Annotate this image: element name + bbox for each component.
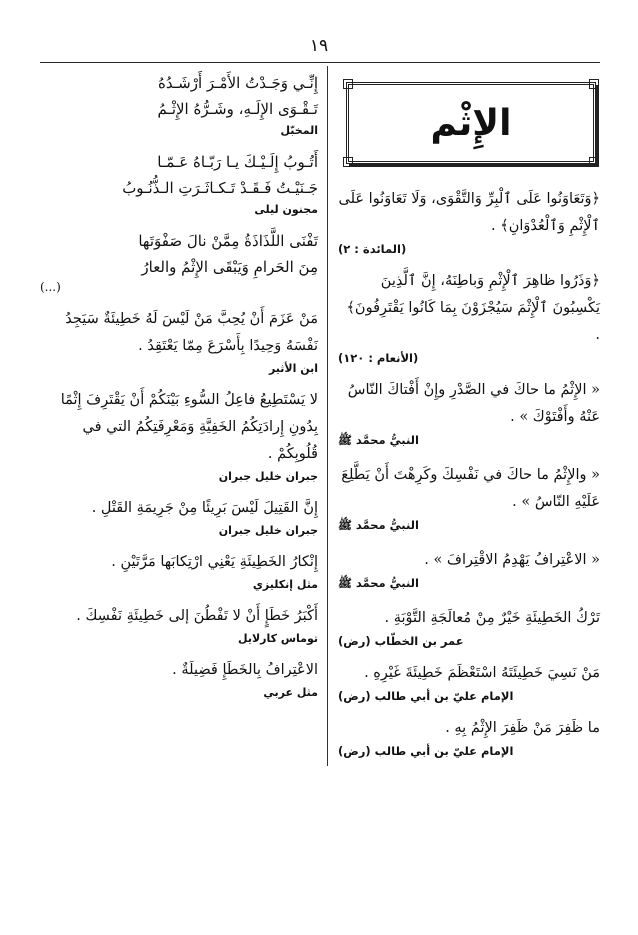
quote-source: ابن الأثير [268,362,318,375]
quote-text: إِنَّ القَتِيلَ لَيْسَ بَرِيئًا مِنْ جَرِيمَةِ القَتْلِ . [91,500,318,516]
poem-entry [40,149,318,216]
poem-verse: مِنَ الحَرامِ وَيَبْقَى الإِثْمُ والعارُ [141,258,318,276]
frame-corner [343,157,353,167]
quote-entry [40,495,318,537]
quote-source: عمر بن الخطّاب (رض) [338,634,464,648]
quote-text: « والإِثْمُ ما حاكَ في نَفْسِكَ وكَرِهْتَ أَنْ يَطَّلِعَ عَلَيْهِ النّاسُ » . [341,467,600,510]
frame-corner [343,79,353,89]
quote-source: الإمام عليّ بن أبي طالب (رض) [338,689,514,703]
quote-text: مَنْ عَزَمَ أَنْ يُحِبَّ مَنْ لَيْسَ لَهُ خَطِيئَةٌ سَيَجِدُ نَفْسَهُ وَحِيدًا بِأَسْرَعَ مِمّا يَعْتَقِدُ . [65,311,318,354]
quote-source: جبران خليل جبران [218,470,318,483]
quote-source: النبيُّ محمَّد ﷺ [338,518,419,532]
frame-corner [589,157,599,167]
quote-text: ﴿وَتَعَاوَنُوا عَلَى ٱلْبِرِّ وَالتَّقْوَى، وَلَا تَعَاوَنُوا عَلَى ٱلْإِثْمِ وَٱلْعُدْوَانِ﴾ . [338,191,600,234]
poem-verse: أَتُـوبُ إِلَـيْـكَ يـا رَبّـاهُ عَـمّـا [157,153,318,171]
quote-text: مَنْ نَسِيَ خَطِيئَتَهُ اسْتَعْظَمَ خَطِيئَةَ غَيْرِهِ . [364,665,600,681]
quote-list [338,186,600,758]
quote-entry [40,603,318,645]
quote-text: أَكْبَرُ خَطَإٍ أَنْ لا تَفْطُنَ إلى خَطِيئَةِ نَفْسِكَ . [76,608,318,624]
quote-text: تَرْكُ الخَطِيئَةِ خَيْرٌ مِنْ مُعالَجَةِ التَّوْبَةِ . [384,610,600,626]
quote-entry [338,377,600,450]
quote-entry [338,547,600,593]
poem-verse: تَـقْـوَى الإِلَـهِ، وشَـرُّهُ الإِثْـمُ [157,100,318,118]
quote-source: مثل إنكليزي [252,578,318,591]
quote-entry [40,549,318,591]
quote-entry [338,660,600,703]
quote-entry [338,605,600,648]
quote-entry [40,387,318,483]
poem-verse: إِنِّـي وَجَـدْتُ الأَمْـرَ أَرْشَـدُهُ [158,74,318,92]
quote-source: النبيُّ محمَّد ﷺ [338,433,419,447]
quote-source: النبيُّ محمَّد ﷺ [338,576,419,590]
ellipsis-mark: (...) [40,280,61,294]
quote-text: إِنْكارُ الخَطِيئَةِ يَعْنِي ارْتِكابَها مَرَّتَيْنِ . [111,554,318,570]
poem-verse: تَفْنَى اللَّذَاذَةُ مِمَّنْ نالَ صَفْوَتَها [138,232,318,250]
quote-entry [338,715,600,758]
quote-source: (الأنعام : ١٢٠) [338,351,419,365]
quote-text: « الإِثْمُ ما حاكَ في الصَّدْرِ وإِنْ أَفْتاكَ النّاسُ عَنْهُ وأَفْتَوْكَ » . [347,382,600,425]
column-divider [327,66,328,766]
quote-text: « الاعْتِرافُ يَهْدِمُ الاقْتِرافَ » . [424,552,600,568]
quote-source: توماس كارلايل [238,632,318,645]
title-frame [346,82,596,164]
quote-text: ما ظَفِرَ مَنْ ظَفِرَ الإِثْمُ بِهِ . [445,720,600,736]
quote-list [40,70,318,699]
quote-entry [40,657,318,699]
quote-entry [338,462,600,535]
top-rule [40,62,600,63]
poem-entry [40,228,318,294]
right-column [338,70,600,770]
quote-text: الاعْتِرافُ بِالخَطَإِ فَضِيلَةٌ . [172,662,318,678]
quote-source: الإمام عليّ بن أبي طالب (رض) [338,744,514,758]
poem-entry [40,70,318,137]
quote-entry [338,268,600,365]
quote-source: مجنون ليلى [254,203,318,216]
quote-source: مثل عربي [263,686,318,699]
quote-source: جبران خليل جبران [218,524,318,537]
page-number: ١٩ [309,36,329,56]
left-column [40,70,318,711]
quote-text: لا يَسْتَطِيعُ فاعِلُ السُّوءِ بَيْنَكُمْ أَنْ يَقْتَرِفَ إِثْمًا بِدُونِ إِرادَتِكُمُ الخَفِيَّةِ وَمَعْرِفَتِكُمُ التي في قُلُوبِكُمْ . [60,392,318,462]
poem-verse: جَـنَيْـتُ فَـقَـدْ تَـكـاثَـرَتِ الـذُّنُـوبُ [122,179,318,197]
quote-source: (المائدة : ٢) [338,242,407,256]
quote-entry [40,306,318,375]
quote-source: المخبّل [280,124,318,137]
frame-corner [589,79,599,89]
page-title: الإِثْم [430,102,512,144]
quote-text: ﴿وَذَرُوا ظاهِرَ ٱلْإِثْمِ وَباطِنَهُ، إِنَّ ٱلَّذِينَ يَكْسِبُونَ ٱلْإِثْمَ سَيُجْزَوْنَ بِمَا كَانُوا يَقْتَرِفُونَ﴾ . [346,273,600,343]
quote-entry [338,186,600,256]
